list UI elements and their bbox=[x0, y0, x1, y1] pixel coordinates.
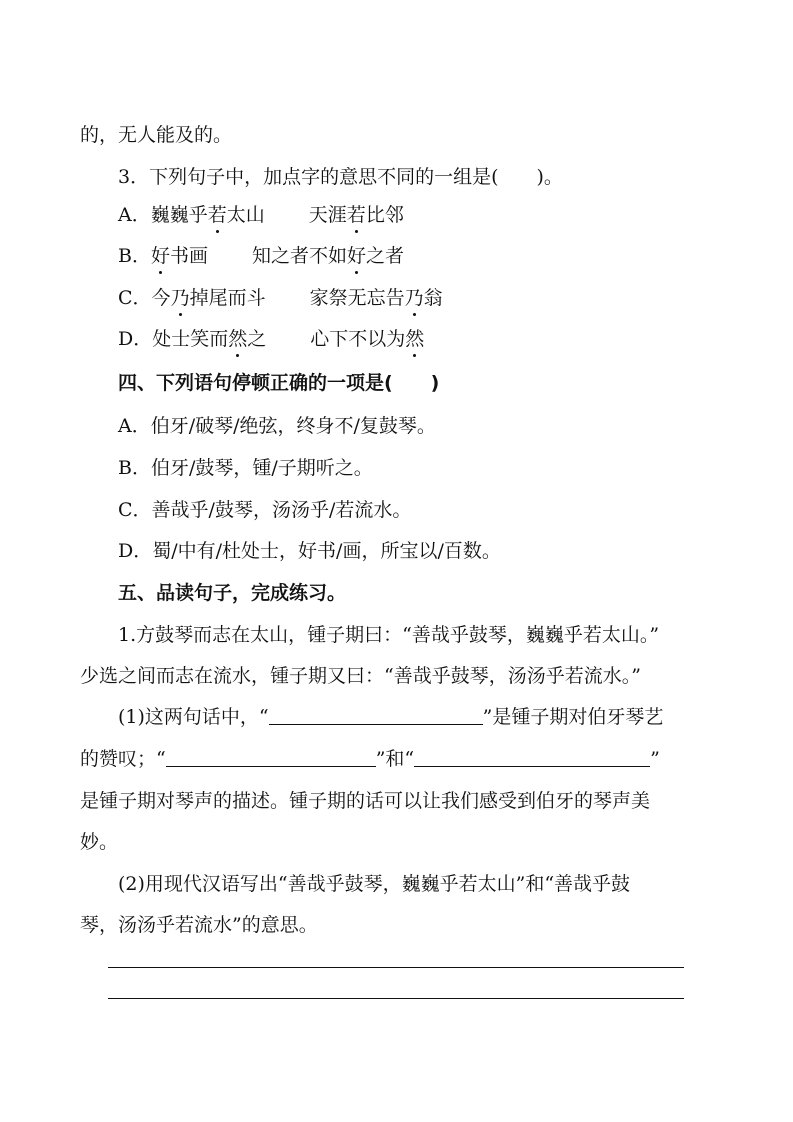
answer-blank-3[interactable] bbox=[414, 746, 650, 767]
q3-option-b bbox=[118, 243, 404, 269]
section-4-option-d: D．蜀/中有/杜处士，好书/画，所宝以/百数。 bbox=[118, 540, 501, 562]
sub1-text: ” bbox=[650, 748, 660, 770]
dotted-char: 好 bbox=[347, 245, 367, 267]
option-label: A． bbox=[118, 204, 151, 226]
sub1-text: (1)这两句话中，“ bbox=[118, 706, 269, 728]
dotted-char: 乃 bbox=[404, 287, 424, 309]
answer-blank-2[interactable] bbox=[166, 746, 376, 767]
answer-line-1[interactable] bbox=[108, 967, 684, 968]
option-text: 家祭无忘告 bbox=[309, 287, 405, 309]
dotted-char: 然 bbox=[228, 328, 248, 350]
option-text: 比邻 bbox=[365, 204, 404, 226]
section-4-option-a: A．伯牙/破琴/绝弦，终身不/复鼓琴。 bbox=[118, 415, 436, 437]
option-text: 巍巍乎 bbox=[150, 204, 208, 226]
option-text: 太山 bbox=[226, 204, 265, 226]
passage-line-1: 1.方鼓琴而志在太山，锺子期曰：“善哉乎鼓琴，巍巍乎若太山。” bbox=[118, 624, 660, 646]
option-label: C． bbox=[118, 287, 152, 309]
sub-question-2-line-2: 琴，汤汤乎若流水”的意思。 bbox=[80, 914, 318, 936]
sub-question-1-line-4: 妙。 bbox=[80, 831, 119, 853]
sub1-text: 的赞叹；“ bbox=[80, 748, 166, 770]
option-text: 知之者不如 bbox=[252, 245, 348, 267]
sub-question-1-line-2 bbox=[80, 746, 660, 772]
option-text: 今 bbox=[151, 287, 171, 309]
q3-option-c bbox=[118, 285, 443, 311]
answer-blank-1[interactable] bbox=[269, 704, 483, 725]
dotted-char: 若 bbox=[346, 204, 366, 226]
section-5-heading: 五、品读句子，完成练习。 bbox=[118, 582, 347, 604]
option-text: 处士笑而 bbox=[152, 328, 229, 350]
dotted-char: 好 bbox=[150, 245, 170, 267]
q3-option-d bbox=[118, 326, 424, 352]
option-text: 天涯 bbox=[308, 204, 347, 226]
sub-question-1-line-3: 是锺子期对琴声的描述。锺子期的话可以让我们感受到伯牙的琴声美 bbox=[80, 790, 651, 812]
sub-question-2-line-1: (2)用现代汉语写出“善哉乎鼓琴，巍巍乎若太山”和“善哉乎鼓 bbox=[118, 873, 631, 895]
option-text: 之者 bbox=[366, 245, 405, 267]
option-label: B． bbox=[118, 245, 151, 267]
sub1-text: ”和“ bbox=[375, 748, 415, 770]
dotted-char: 乃 bbox=[170, 287, 190, 309]
sub1-text: ”是锺子期对伯牙琴艺 bbox=[482, 706, 664, 728]
question-3-prompt: 3．下列句子中，加点字的意思不同的一组是( )。 bbox=[118, 166, 563, 188]
option-text: 书画 bbox=[169, 245, 208, 267]
dotted-char: 然 bbox=[405, 328, 425, 350]
option-text: 之 bbox=[247, 328, 267, 350]
dotted-char: 若 bbox=[207, 204, 227, 226]
sub-question-1-line-1 bbox=[118, 704, 663, 730]
q3-option-a bbox=[118, 202, 404, 228]
intro-tail-text: 的，无人能及的。 bbox=[80, 124, 233, 146]
section-4-option-b: B．伯牙/鼓琴，锺/子期听之。 bbox=[118, 457, 373, 479]
option-text: 掉尾而斗 bbox=[189, 287, 266, 309]
section-4-option-c: C．善哉乎/鼓琴，汤汤乎/若流水。 bbox=[118, 499, 412, 521]
section-4-heading: 四、下列语句停顿正确的一项是( ) bbox=[118, 372, 440, 394]
option-text: 心下不以为 bbox=[310, 328, 406, 350]
option-text: 翁 bbox=[423, 287, 443, 309]
option-label: D． bbox=[118, 328, 153, 350]
passage-line-2: 少选之间而志在流水，锺子期又曰：“善哉乎鼓琴，汤汤乎若流水。” bbox=[80, 665, 641, 687]
answer-line-2[interactable] bbox=[108, 998, 684, 999]
